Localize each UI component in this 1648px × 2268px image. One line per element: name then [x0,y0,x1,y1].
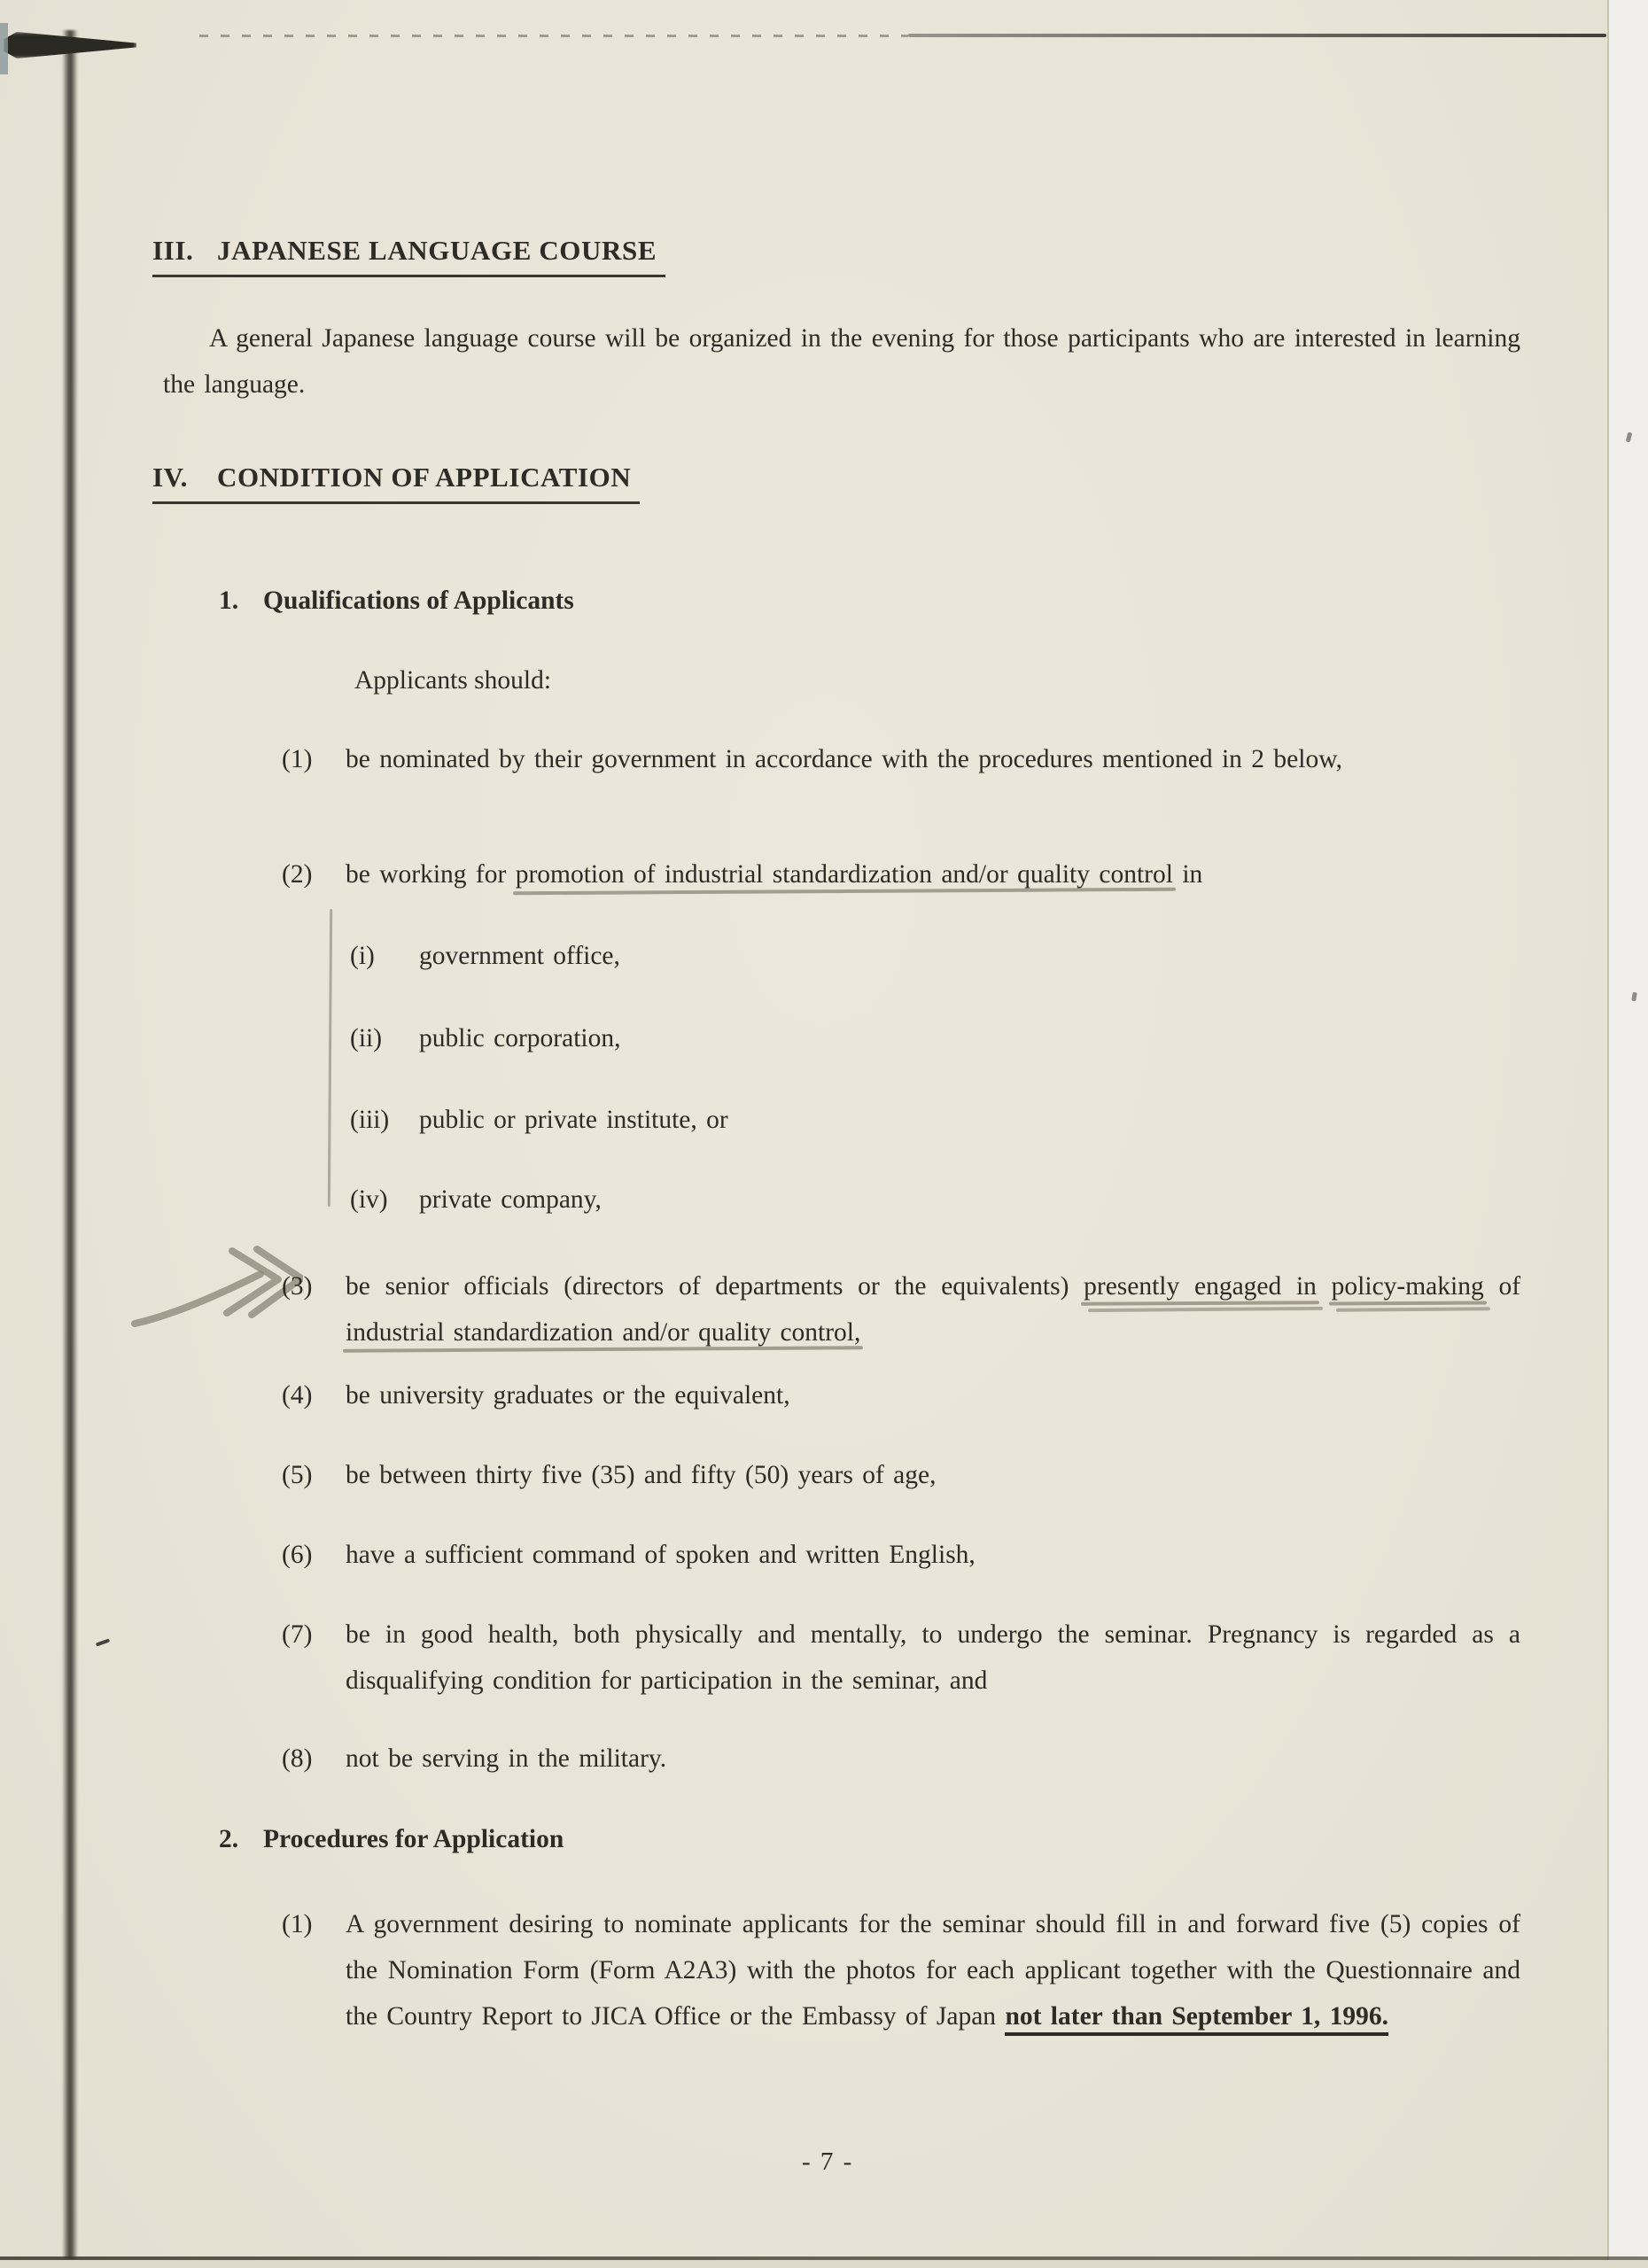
subsection-title: Procedures for Application [263,1825,564,1853]
section-number: III. [152,235,194,266]
pencil-underlined-phrase: presently engaged in [1084,1272,1317,1301]
item-text-plain: in [1172,860,1203,889]
top-edge-dashed-line [199,35,908,37]
subsection-procedures-heading [219,1821,564,1857]
qualification-item-6 [282,1532,1520,1578]
section-heading-japanese-language-course [152,234,665,277]
stray-pencil-dash [96,1638,110,1646]
item-number: (1) [282,745,313,773]
qualification-item-3 [282,1263,1520,1355]
item-number: (1) [282,1910,313,1938]
org-type-item-iv [350,1177,1520,1223]
item-text: not be serving in the military. [346,1744,667,1773]
org-type-item-ii [350,1015,1520,1061]
procedure-item-1 [282,1901,1520,2039]
scan-edge-speck [0,23,8,74]
item-text [346,1263,1520,1355]
item-number: (7) [282,1620,313,1649]
item-text: government office, [419,942,620,970]
item-text [346,851,1520,897]
top-edge-solid-line [908,34,1606,37]
item-text-plain: A government desiring to nominate applicants for the seminar should fill in and forward five (5) copies of the Nomination Form (Form A2A3) with the photos for each applicant together with the Questionnaire and the Country Report to JICA Office or the Embassy of Japan [346,1910,1520,2031]
subsection-number: 1. [219,586,239,615]
item-text: public or private institute, or [419,1106,728,1134]
item-number: (ii) [350,1024,383,1052]
qualification-item-2 [282,851,1520,897]
item-number: (iii) [350,1106,390,1134]
section-heading-condition-of-application [152,461,640,504]
item-text: be university graduates or the equivalent, [346,1381,790,1410]
qualification-item-4 [282,1372,1520,1418]
page-right-edge [1607,0,1648,2268]
item-text-plain: be senior officials (directors of departments or the equivalents) [346,1272,1084,1301]
item-number: (iv) [350,1185,388,1214]
qualification-item-7 [282,1612,1520,1704]
item-text [346,1901,1520,2039]
item-text: public corporation, [419,1024,621,1052]
item-text: private company, [419,1185,602,1214]
qualification-item-1 [282,736,1520,782]
binding-shadow-line [62,30,78,2259]
item-number: (5) [282,1461,313,1489]
subsection-title: Qualifications of Applicants [263,586,574,615]
item-number: (4) [282,1381,313,1410]
subsection-number: 2. [219,1825,239,1853]
item-text: have a sufficient command of spoken and written English, [346,1541,976,1569]
qualification-item-8 [282,1736,1520,1782]
item-text: be nominated by their government in accordance with the procedures mentioned in 2 below, [346,745,1342,773]
applicants-should-lead: Applicants should: [354,666,552,695]
section-number: IV. [152,462,189,493]
org-type-item-iii [350,1097,1520,1143]
pencil-underlined-phrase: policy-making [1331,1272,1484,1301]
subsection-qualifications-heading [219,583,574,618]
item-number: (2) [282,860,313,889]
section-title: CONDITION OF APPLICATION [217,462,632,493]
item-text-plain [1317,1272,1332,1301]
item-text: be between thirty five (35) and fifty (50) years of age, [346,1461,937,1489]
qualification-item-5 [282,1452,1520,1498]
pencil-underlined-phrase: promotion of industrial standardization and/or quality control [515,860,1173,889]
item-number: (6) [282,1541,313,1569]
deadline-underlined-bold: not later than September 1, 1996. [1005,2002,1388,2036]
pencil-arrow-icon [129,1239,303,1332]
language-course-paragraph: A general Japanese language course will be organized in the evening for those participants who are interested in learning the language. [163,324,1520,399]
item-text-plain: of [1483,1272,1521,1301]
item-text: be in good health, both physically and mentally, to undergo the seminar. Pregnancy is regarded as a disqualifying condition for participation in the seminar, and [346,1620,1520,1695]
item-text-plain: be working for [346,860,516,889]
page-number: - 7 - [802,2148,854,2176]
scanner-bottom-strip [0,2260,1648,2268]
pencil-underlined-phrase: industrial standardization and/or quality control, [346,1318,861,1347]
pencil-bracket [328,909,332,1207]
org-type-item-i [350,933,1520,979]
section-title: JAPANESE LANGUAGE COURSE [217,235,657,266]
item-number: (i) [350,942,375,970]
item-number: (8) [282,1744,313,1773]
item-number: (3) [282,1272,313,1301]
